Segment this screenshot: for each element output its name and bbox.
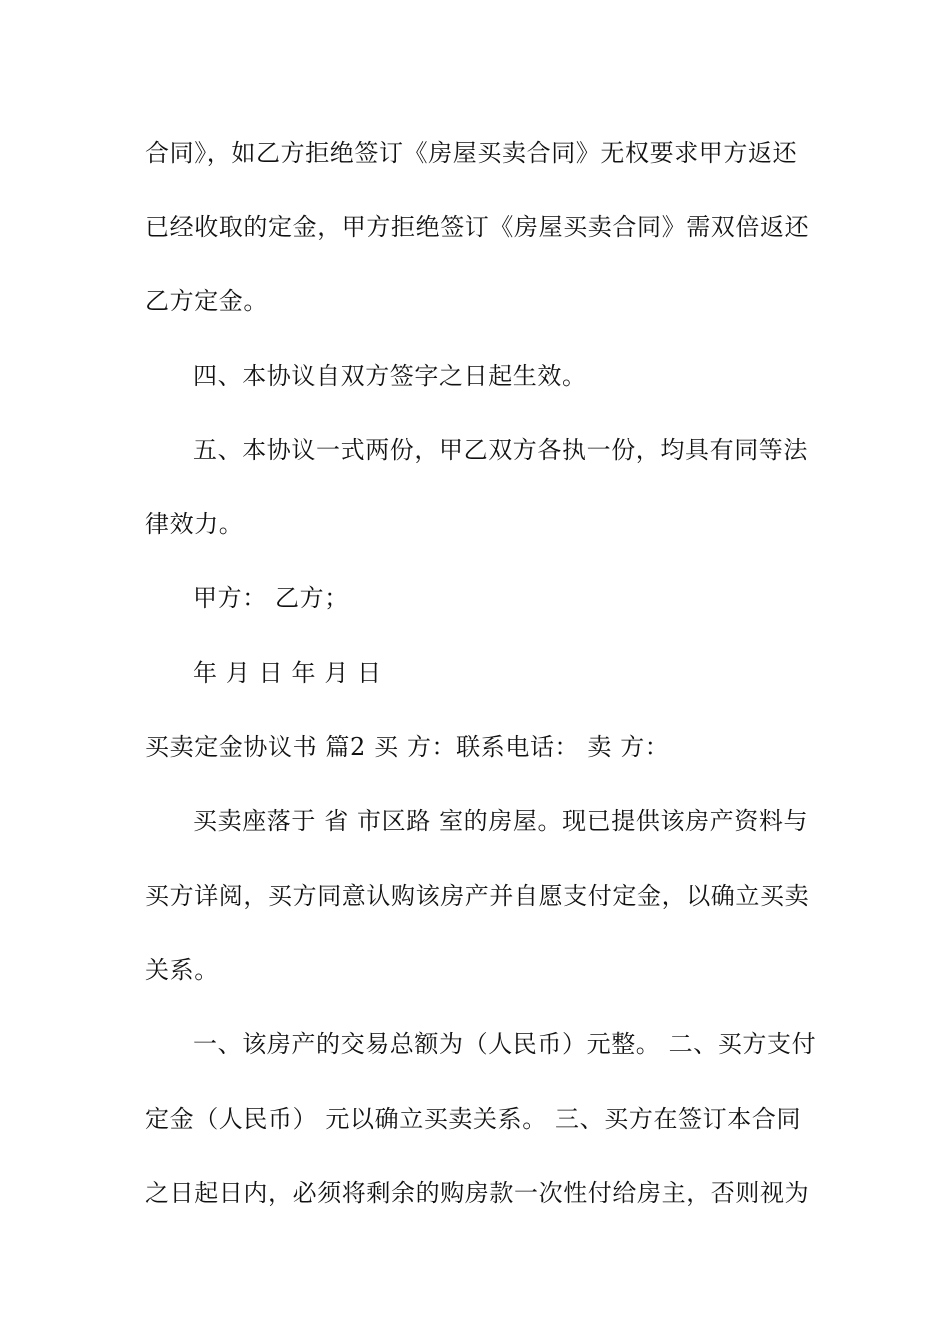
- clause-four: 四、本协议自双方签字之日起生效。: [193, 362, 587, 390]
- paragraph-line: 已经收取的定金，甲方拒绝签订《房屋买卖合同》需双倍返还: [145, 213, 810, 241]
- paragraph-line: 买方详阅，买方同意认购该房产并自愿支付定金，以确立买卖: [145, 882, 810, 910]
- section-heading: 买卖定金协议书 篇2 买 方：联系电话： 卖 方：: [145, 733, 670, 761]
- paragraph-line: 定金（人民币） 元以确立买卖关系。 三、买方在签订本合同: [145, 1105, 802, 1133]
- paragraph-line: 之日起日内，必须将剩余的购房款一次性付给房主，否则视为: [145, 1179, 810, 1207]
- clause-five: 五、本协议一式两份，甲乙双方各执一份，均具有同等法: [193, 436, 808, 464]
- paragraph-line: 买卖座落于 省 市区路 室的房屋。现已提供该房产资料与: [193, 807, 809, 835]
- signature-parties: 甲方： 乙方；: [193, 584, 349, 612]
- paragraph-line: 合同》，如乙方拒绝签订《房屋买卖合同》无权要求甲方返还: [145, 139, 798, 167]
- paragraph-line: 一、该房产的交易总额为（人民币）元整。 二、买方支付: [193, 1030, 817, 1058]
- paragraph-line: 关系。: [145, 956, 219, 984]
- signature-dates: 年 月 日 年 月 日: [193, 659, 382, 687]
- paragraph-line: 乙方定金。: [145, 287, 268, 315]
- paragraph-line: 律效力。: [145, 510, 244, 538]
